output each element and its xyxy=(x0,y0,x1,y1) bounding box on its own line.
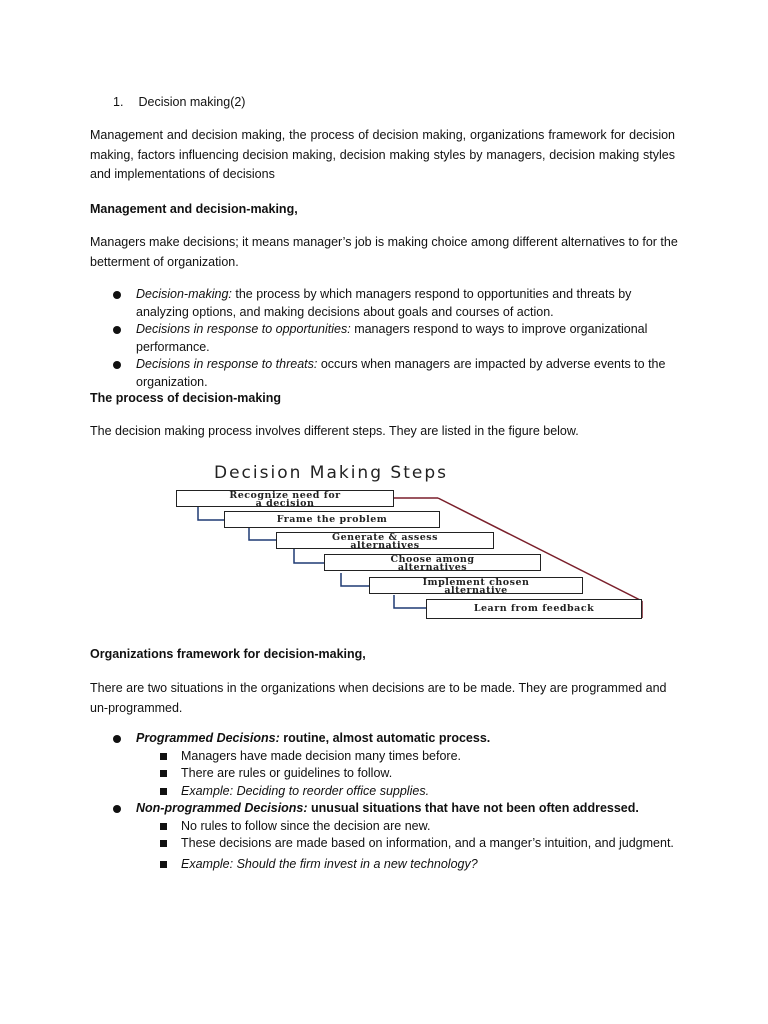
connector-line xyxy=(249,527,276,540)
bullet-text: routine, almost automatic process. xyxy=(279,731,491,745)
step-box-4 xyxy=(324,554,541,571)
bullet-term: Non-programmed Decisions: xyxy=(136,801,308,815)
bullet-text: unusual situations that have not been often addressed. xyxy=(307,801,639,815)
intro-paragraph: Management and decision making, the process of decision making, organizations framework for decision making, factors influencing decision making, decision making styles by managers, decision making styles and implementations of decisions xyxy=(90,128,675,181)
step-box-3 xyxy=(276,532,494,549)
sub-item-text: No rules to follow since the decision are new. xyxy=(181,818,431,833)
step-label: alternatives xyxy=(397,562,468,573)
step-box-2 xyxy=(224,511,440,528)
bullet-icon xyxy=(113,291,121,299)
list-item xyxy=(136,783,680,801)
list-item xyxy=(90,321,680,356)
step-label: alternative xyxy=(444,585,508,596)
bullet-text: occurs when managers are impacted by adverse events to the organization. xyxy=(136,357,666,389)
connector-line xyxy=(341,573,369,586)
connector-line xyxy=(394,595,426,608)
step-label: a decision xyxy=(255,498,315,509)
square-bullet-icon xyxy=(160,840,167,847)
list-item xyxy=(136,818,680,836)
section-management-paragraph: Managers make decisions; it means manager’s job is making choice among different alternatives to for the betterment of organization. xyxy=(90,235,678,269)
square-bullet-icon xyxy=(160,753,167,760)
list-item xyxy=(136,856,680,874)
square-bullet-icon xyxy=(160,770,167,777)
square-bullet-icon xyxy=(160,823,167,830)
step-label: Frame the problem xyxy=(276,514,388,525)
list-item xyxy=(90,800,680,873)
bullet-text: the process by which managers respond to opportunities and threats by analyzing options, and making decisions about goals and courses of action. xyxy=(136,287,632,319)
step-label: alternatives xyxy=(350,540,420,551)
connector-line xyxy=(294,549,324,563)
section-process-paragraph: The decision making process involves different steps. They are listed in the figure below. xyxy=(90,424,579,438)
list-item xyxy=(136,765,680,783)
decision-bullets xyxy=(90,286,680,391)
list-item xyxy=(90,286,680,321)
bullet-icon xyxy=(113,805,121,813)
heading-number: 1. xyxy=(113,95,124,109)
step-box-5 xyxy=(369,577,583,594)
bullet-term: Decisions in response to opportunities: xyxy=(136,322,351,336)
section-process-title: The process of decision-making xyxy=(90,391,282,405)
bullet-term: Decisions in response to threats: xyxy=(136,357,318,371)
sub-item-text: These decisions are made based on information, and a manger’s intuition, and judgment. xyxy=(181,836,674,850)
list-item xyxy=(90,356,680,391)
step-label: Learn from feedback xyxy=(473,603,595,614)
bullet-icon xyxy=(113,326,121,334)
bullet-term: Programmed Decisions: xyxy=(136,731,280,745)
bullet-text: managers respond to ways to improve organizational performance. xyxy=(136,322,648,354)
figure-title: Decision Making Steps xyxy=(214,463,448,483)
section-framework-title: Organizations framework for decision-making, xyxy=(90,647,366,661)
heading-text: Decision making(2) xyxy=(138,95,246,109)
nonprogrammed-sub-list xyxy=(136,818,680,874)
section-management-title: Management and decision-making, xyxy=(90,202,298,216)
list-item xyxy=(136,748,680,766)
square-bullet-icon xyxy=(160,861,167,868)
step-label: Recognize need for xyxy=(229,490,341,501)
square-bullet-icon xyxy=(160,788,167,795)
programmed-sub-list xyxy=(136,748,680,801)
step-box-1 xyxy=(176,490,394,507)
step-label: Generate & assess xyxy=(332,532,438,543)
list-item xyxy=(136,835,680,853)
decision-steps-figure xyxy=(176,458,646,624)
decision-types-list xyxy=(90,730,680,873)
step-label: Choose among xyxy=(390,554,475,565)
sub-item-text: Managers have made decision many times before. xyxy=(181,748,462,763)
bullet-term: Decision-making: xyxy=(136,287,232,301)
connector-line xyxy=(198,506,224,520)
bullet-icon xyxy=(113,361,121,369)
sub-item-text: There are rules or guidelines to follow. xyxy=(181,766,393,780)
sub-item-text: Example: Deciding to reorder office supplies. xyxy=(181,783,430,798)
step-box-6 xyxy=(426,599,642,619)
section-framework-paragraph: There are two situations in the organizations when decisions are to be made. They are programmed and un-programmed. xyxy=(90,681,667,715)
document-heading xyxy=(113,93,245,112)
bullet-icon xyxy=(113,735,121,743)
list-item xyxy=(90,730,680,800)
step-label: Implement chosen xyxy=(422,577,530,588)
sub-item-text: Example: Should the firm invest in a new technology? xyxy=(181,856,478,871)
